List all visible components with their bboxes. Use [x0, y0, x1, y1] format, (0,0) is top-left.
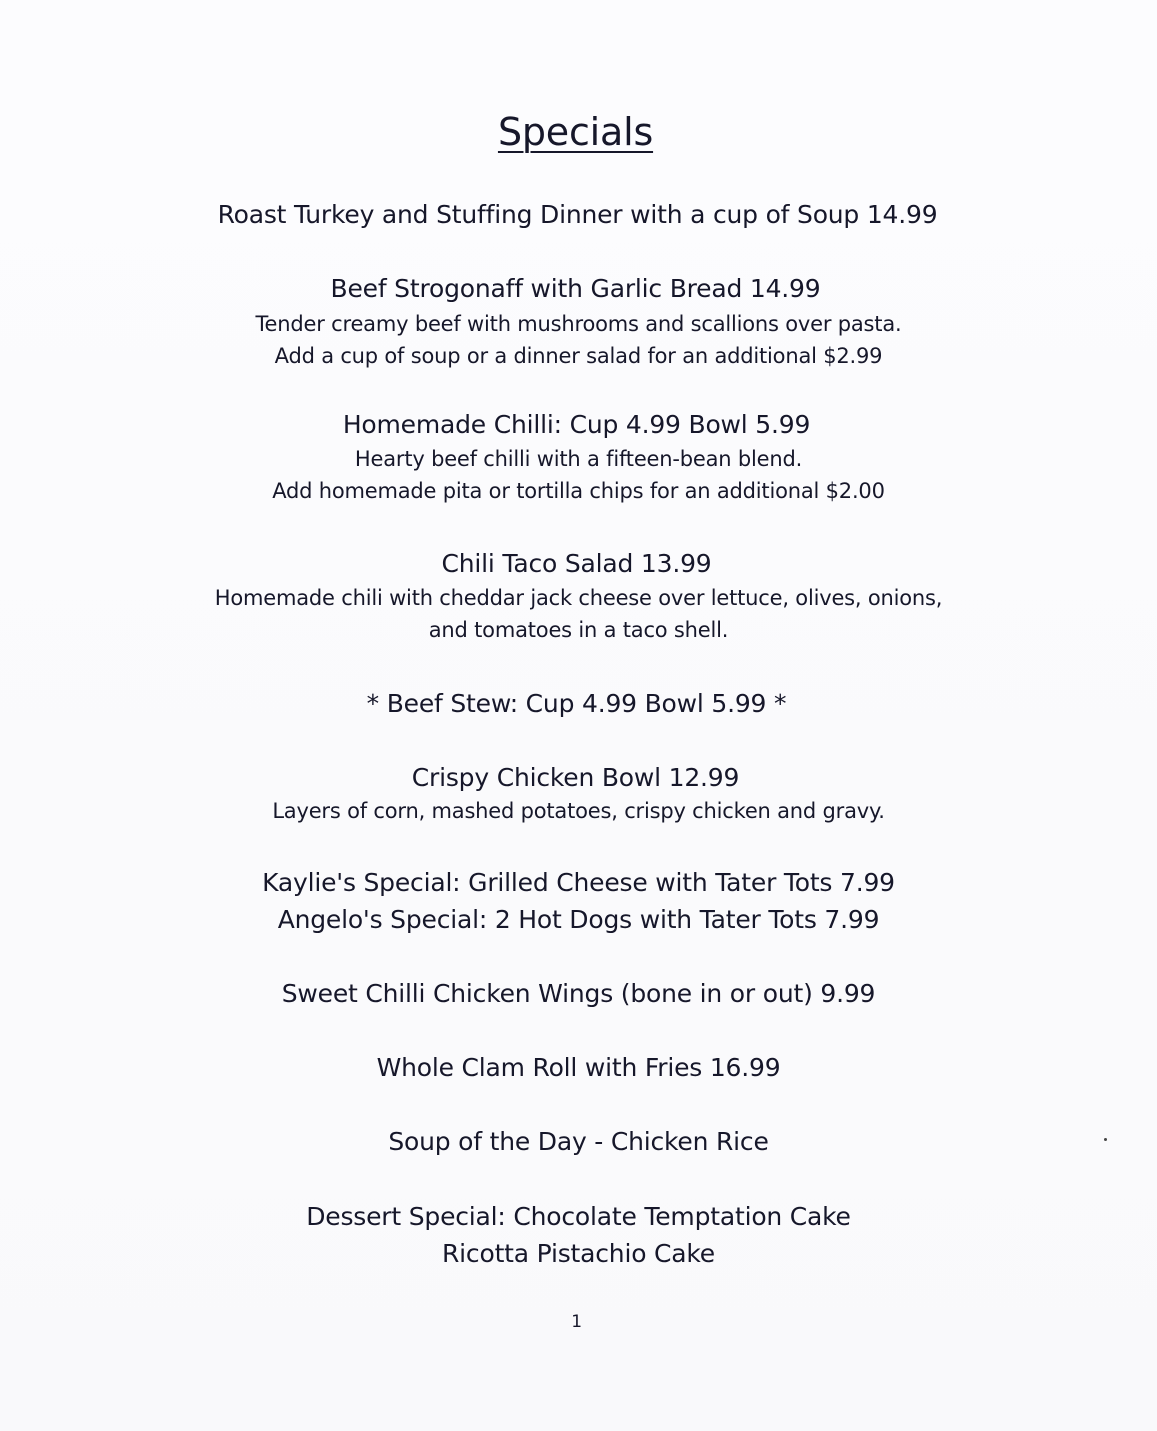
beef-strogonaff-description-line-1: Tender creamy beef with mushrooms and scallions over pasta. — [255, 312, 902, 336]
turkey-dinner-item: Roast Turkey and Stuffing Dinner with a cup of Soup 14.99 — [217, 200, 938, 229]
sweet-chilli-wings-item: Sweet Chilli Chicken Wings (bone in or out) 9.99 — [281, 979, 876, 1008]
kaylies-special-item: Kaylie's Special: Grilled Cheese with Tater Tots 7.99 — [262, 868, 895, 897]
whole-clam-roll-item: Whole Clam Roll with Fries 16.99 — [376, 1053, 781, 1082]
chili-taco-salad-description-line-1: Homemade chili with cheddar jack cheese over lettuce, olives, onions, — [214, 586, 943, 610]
scan-speck — [1104, 1138, 1107, 1141]
dessert-special-item: Dessert Special: Chocolate Temptation Cake — [306, 1202, 851, 1231]
beef-strogonaff-description-line-2: Add a cup of soup or a dinner salad for an additional $2.99 — [274, 344, 883, 368]
beef-stew-item: * Beef Stew: Cup 4.99 Bowl 5.99 * — [366, 689, 787, 718]
page-number: 1 — [571, 1312, 582, 1332]
soup-of-the-day-item: Soup of the Day - Chicken Rice — [388, 1127, 769, 1156]
angelos-special-item: Angelo's Special: 2 Hot Dogs with Tater Tots 7.99 — [277, 905, 880, 934]
crispy-chicken-bowl-item: Crispy Chicken Bowl 12.99 — [411, 763, 740, 792]
ricotta-pistachio-cake-item: Ricotta Pistachio Cake — [442, 1239, 715, 1268]
crispy-chicken-bowl-description: Layers of corn, mashed potatoes, crispy chicken and gravy. — [272, 799, 885, 823]
chili-taco-salad-item: Chili Taco Salad 13.99 — [441, 549, 712, 578]
beef-strogonaff-item: Beef Strogonaff with Garlic Bread 14.99 — [330, 274, 821, 303]
homemade-chilli-item: Homemade Chilli: Cup 4.99 Bowl 5.99 — [342, 410, 811, 439]
homemade-chilli-description-line-2: Add homemade pita or tortilla chips for an additional $2.00 — [272, 479, 885, 503]
homemade-chilli-description-line-1: Hearty beef chilli with a fifteen-bean blend. — [354, 447, 803, 471]
page-title: Specials — [497, 110, 654, 154]
chili-taco-salad-description-line-2: and tomatoes in a taco shell. — [428, 618, 729, 642]
